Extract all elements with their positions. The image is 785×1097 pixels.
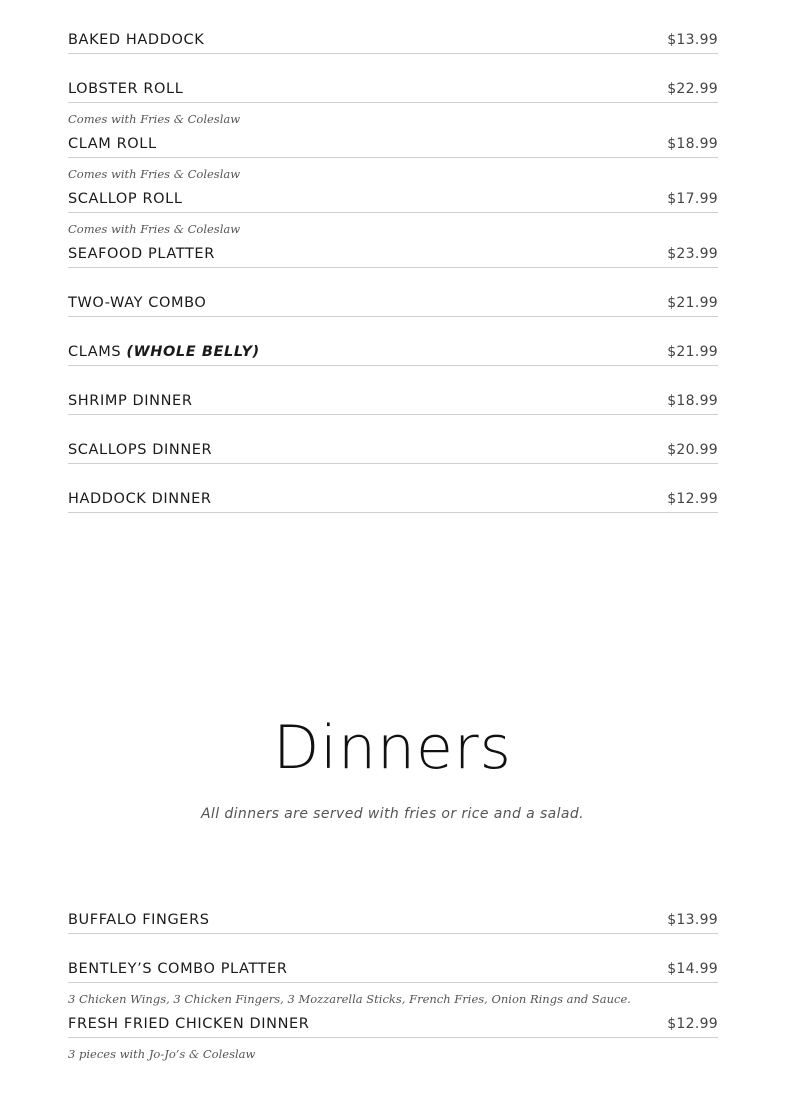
menu-item-name-text: TWO-WAY COMBO [68,295,207,311]
menu-item-price: $14.99 [667,961,718,977]
menu-item [68,1016,718,1061]
menu-item-name-text: SCALLOPS DINNER [68,442,213,458]
menu-item-price: $21.99 [667,295,718,311]
menu-item-description: Comes with Fries & Coleslaw [68,112,241,126]
menu-item-name [68,491,212,507]
menu-item-name-text: FRESH FRIED CHICKEN DINNER [68,1016,310,1032]
menu-item-row [68,246,718,268]
menu-item-price: $23.99 [667,246,718,262]
menu-item-name [68,246,215,262]
menu-item [68,246,718,268]
menu-item [68,961,718,1006]
menu-item-price: $12.99 [667,491,718,507]
menu-item-name [68,81,183,97]
menu-item-price: $20.99 [667,442,718,458]
menu-item [68,136,718,181]
menu-item-name [68,191,183,207]
menu-item-row [68,295,718,317]
menu-item-name [68,136,157,152]
menu-item-name [68,344,260,360]
menu-item-name-text: CLAM ROLL [68,136,157,152]
menu-item-name [68,912,210,928]
menu-item-price: $18.99 [667,136,718,152]
menu-item-name-text: SEAFOOD PLATTER [68,246,215,262]
menu-item [68,912,718,934]
menu-item-name [68,32,204,48]
menu-item-name-text: BAKED HADDOCK [68,32,205,48]
section-subtitle: All dinners are served with fries or rice and a salad. [200,806,585,822]
menu-item-row [68,344,718,366]
seafood-menu-list [68,32,718,540]
dinners-menu-list [68,912,718,1071]
menu-item-price: $18.99 [667,393,718,409]
menu-item-description: 3 Chicken Wings, 3 Chicken Fingers, 3 Mozzarella Sticks, French Fries, Onion Rings and Sauce. [68,992,631,1006]
menu-item-name-text: BUFFALO FINGERS [68,912,210,928]
menu-item [68,81,718,126]
menu-item [68,491,718,513]
menu-item-name [68,442,212,458]
menu-item [68,393,718,415]
menu-item-description: Comes with Fries & Coleslaw [68,167,241,181]
menu-item-price: $12.99 [667,1016,718,1032]
menu-item-name-text: SHRIMP DINNER [68,393,193,409]
menu-item-price: $21.99 [667,344,718,360]
menu-item-row [68,961,718,983]
menu-item-name-text: BENTLEY’S COMBO PLATTER [68,961,288,977]
menu-item-row [68,191,718,213]
menu-item [68,295,718,317]
menu-item-row [68,393,718,415]
menu-item-qualifier: (WHOLE BELLY) [126,344,260,360]
menu-item-name-text: LOBSTER ROLL [68,81,184,97]
menu-item-row [68,912,718,934]
menu-item-row [68,491,718,513]
menu-item-description: 3 pieces with Jo-Jo’s & Coleslaw [68,1047,256,1061]
menu-item-name-text: HADDOCK DINNER [68,491,212,507]
menu-item-price: $13.99 [667,32,718,48]
menu-item [68,32,718,54]
menu-item-price: $22.99 [667,81,718,97]
menu-item-row [68,32,718,54]
menu-item-row [68,1016,718,1038]
menu-item-name [68,1016,309,1032]
menu-item-row [68,442,718,464]
menu-item-row [68,81,718,103]
menu-item-price: $13.99 [667,912,718,928]
menu-item-name [68,295,206,311]
menu-item [68,344,718,366]
menu-item [68,442,718,464]
menu-item-name [68,393,193,409]
menu-item [68,191,718,236]
menu-item-row [68,136,718,158]
section-title: Dinners [273,713,512,783]
menu-item-name-text: SCALLOP ROLL [68,191,183,207]
menu-item-name-text: CLAMS [68,344,122,360]
menu-item-description: Comes with Fries & Coleslaw [68,222,241,236]
menu-item-price: $17.99 [667,191,718,207]
menu-item-name [68,961,288,977]
